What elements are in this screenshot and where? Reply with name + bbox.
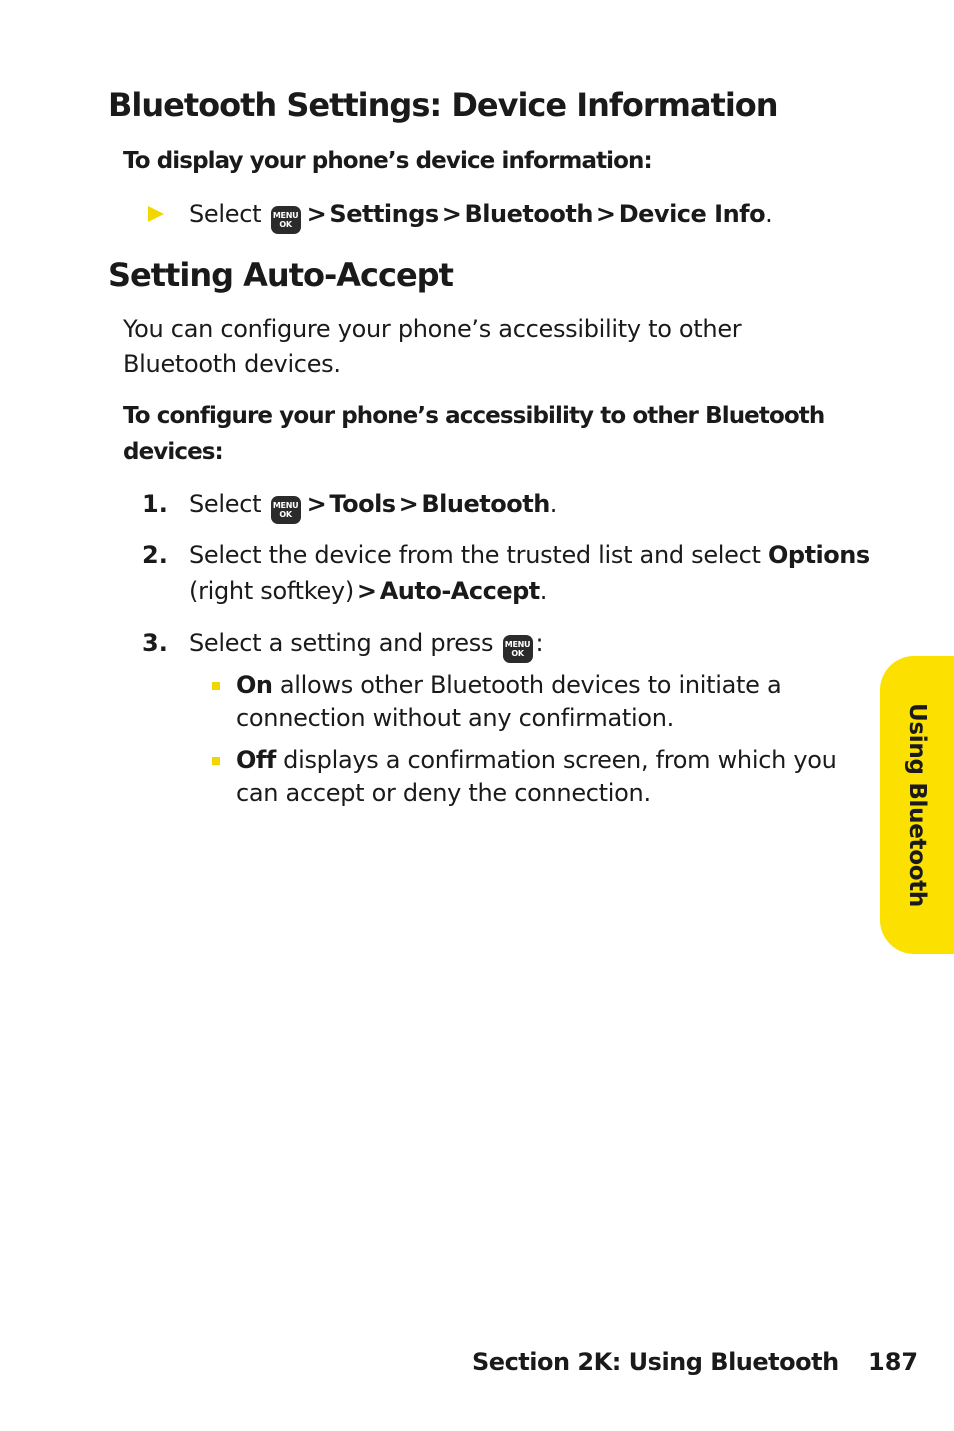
select-text: Select xyxy=(189,200,262,228)
step-3: Select a setting and press MENU OK : xyxy=(189,626,543,663)
path-bluetooth: Bluetooth xyxy=(464,200,593,228)
menu-ok-key-icon: MENU OK xyxy=(503,635,533,663)
page-number: 187 xyxy=(868,1348,919,1376)
step-1: Select MENU OK > Tools > Bluetooth. xyxy=(189,487,557,524)
step-2-line-2: (right softkey) > Auto-Accept. xyxy=(189,577,548,605)
path-separator: > xyxy=(441,200,462,228)
section-title-auto-accept: Setting Auto-Accept xyxy=(108,256,453,294)
auto-accept-label: Auto-Accept xyxy=(379,577,540,605)
auto-accept-lead: To configure your phone’s accessibility to other Bluetooth devices: xyxy=(123,403,825,465)
step-number: 2. xyxy=(142,541,168,569)
path-bluetooth: Bluetooth xyxy=(421,490,550,518)
square-bullet-icon xyxy=(212,682,220,690)
device-info-step: Select MENU OK > Settings > Bluetooth > Device Info. xyxy=(189,197,772,234)
path-separator: > xyxy=(306,200,327,228)
step-2-line-1: Select the device from the trusted list and select Options xyxy=(189,541,870,569)
options-label: Options xyxy=(768,541,870,569)
bullet-on-line-1: On allows other Bluetooth devices to initiate a xyxy=(236,671,782,699)
device-info-lead: To display your phone’s device information: xyxy=(123,148,652,174)
path-settings: Settings xyxy=(329,200,439,228)
on-label: On xyxy=(236,671,273,699)
step-number: 3. xyxy=(142,629,168,657)
square-bullet-icon xyxy=(212,757,220,765)
bullet-off-line-1: Off displays a confirmation screen, from which you xyxy=(236,746,837,774)
path-device-info: Device Info xyxy=(618,200,766,228)
auto-accept-intro: You can configure your phone’s accessibility to other Bluetooth devices. xyxy=(123,315,742,378)
off-label: Off xyxy=(236,746,276,774)
step-number: 1. xyxy=(142,490,168,518)
footer-section-title: Section 2K: Using Bluetooth xyxy=(472,1348,839,1376)
menu-ok-key-icon: MENU OK xyxy=(271,496,301,524)
side-tab-label: Using Bluetooth xyxy=(904,703,930,907)
bullet-on-line-2: connection without any confirmation. xyxy=(236,704,675,732)
menu-ok-key-icon: MENU OK xyxy=(271,206,301,234)
arrow-bullet-icon xyxy=(148,206,164,222)
bullet-off-line-2: can accept or deny the connection. xyxy=(236,779,651,807)
path-tools: Tools xyxy=(329,490,396,518)
path-separator: > xyxy=(595,200,616,228)
section-title-device-information: Bluetooth Settings: Device Information xyxy=(108,86,778,124)
